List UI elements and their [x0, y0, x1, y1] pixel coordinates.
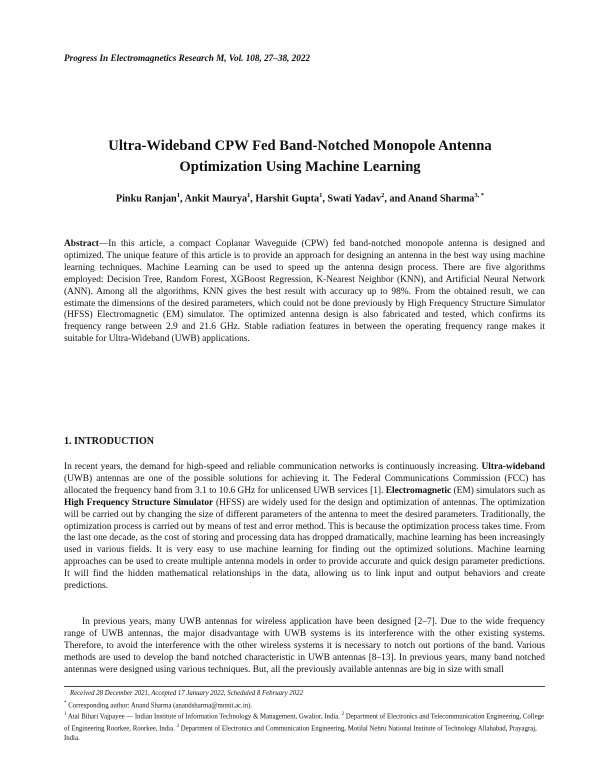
author-list: Pinku Ranjan$^1$, Ankit Maurya$^1$, Harshit Gupta$^1$, Swati Yadav$^2$, and Anand Sharma$^{3, *}$ — [115, 192, 485, 205]
body-paragraph-1 — [64, 462, 545, 593]
bold-term: High Frequency Structure Simulator — [64, 497, 214, 508]
title-line-2: Optimization Using Machine Learning — [179, 159, 421, 175]
author-name: Swati Yadav — [327, 193, 382, 205]
footnotes — [64, 689, 545, 744]
paragraph-text: (EM) simulators such as — [451, 485, 545, 496]
section-heading-introduction: 1. INTRODUCTION — [64, 436, 155, 447]
title-line-1: Ultra-Wideband CPW Fed Band-Notched Monopole Antenna — [108, 138, 492, 154]
author-affiliation: 3, * — [474, 192, 485, 199]
body-paragraph-2: In previous years, many UWB antennas for wireless application have been designed [2–7]. Due to the wide frequency range of UWB antennas, the major disadvantage with UWB systems is its interference with the other existing systems. Therefore, to avoid the interference with the other wireless systems it is necessary to notch out portions of the band. Various methods are used to develop the band notched characteristic in UWB antennas [8–13]. In previous years, many band notched antennas were designed using various techniques. But, all the previously available antennas are big in size with small — [64, 617, 545, 675]
footnote-marker: * — [64, 700, 67, 706]
footnote-marker: 2 — [341, 712, 345, 718]
abstract-label: Abstract — [64, 239, 99, 249]
footnote-text: Department of Electronics and Telecommunication Engineering, College of Engineering Roorkee, Roorkee, India. — [64, 713, 544, 733]
corresponding-author-note — [64, 699, 545, 711]
received-dates: Received 28 December 2021, Accepted 17 January 2022, Scheduled 8 February 2022 — [70, 690, 303, 697]
author-name: Pinku Ranjan — [115, 193, 177, 205]
journal-header: Progress In Electromagnetics Research M, Vol. 108, 27–38, 2022 — [64, 53, 311, 63]
paper-title — [40, 136, 560, 178]
author-affiliation: 1 — [176, 192, 180, 199]
authors-conjunction: and — [389, 193, 406, 205]
bold-term: Electromagnetic — [385, 485, 452, 496]
author-name: Harshit Gupta — [255, 193, 320, 205]
paragraph-text: (HFSS) are widely used for the design and optimization of antennas. The optimization will be carried out by changing the size of different parameters of the antenna to meet the desired parameters. Traditionally, the optimization process is carried out by means of test and error method. This is because the optimization process takes time. From the last one decade, as the cost of storing and processing data has dropped dramatically, machine learning has been increasingly used in various fields. It is very easy to use machine learning for finding out the optimized solutions. Machine learning approaches can be used to create multiple antenna models in order to provide accurate and quick design parameter predictions. It will find the hidden mathematical relationships in the data, allowing us to link input and output behaviors and create predictions. — [64, 497, 545, 592]
author-affiliation: 2 — [381, 192, 385, 199]
footnote-text: Department of Electronics and Communication Engineering, Motilal Nehru National Institute of Technology Allahabad, Prayagraj, India. — [64, 725, 537, 743]
footnote-divider — [64, 686, 545, 687]
paragraph-text: (UWB) antennas are one of the possible solutions for achieving it. The Federal Communications Commission (FCC) has allocated the frequency band from 3.1 to 10.6 GHz for unlicensed UWB services [1]. — [64, 473, 545, 496]
footnote-text: Corresponding author: Anand Sharma (anandsharma@mnnit.ac.in). — [66, 701, 253, 709]
paragraph-text: In recent years, the demand for high-speed and reliable communication networks is continuously increasing. — [64, 462, 482, 472]
author-name: Anand Sharma — [407, 193, 475, 205]
footnote-marker: 3 — [176, 724, 179, 730]
affiliations-note — [64, 710, 545, 743]
author-affiliation: 1 — [247, 192, 251, 199]
author-affiliation: 1 — [319, 192, 323, 199]
abstract-text: —In this article, a compact Coplanar Waveguide (CPW) fed band-notched monopole antenna is designed and optimized. The unique feature of this article is to provide an approach for designing an antenna in the best way using machine learning techniques. Machine Learning can be used to speed up the antenna design process. There are five algorithms employed: Decision Tree, Random Forest, XGBoost Regression, K-Nearest Neighbor (KNN), and Artificial Neural Network (ANN). Among all the algorithms, KNN gives the best result with accuracy up to 98%. From the obtained result, we can estimate the dimensions of the desired parameters, which could not be done previously by High Frequency Structure Simulator (HFSS) Electromagnetic (EM) simulator. The optimized antenna design is also fabricated and tested, which confirms its frequency range between 2.9 and 21.6 GHz. Stable radiation features in between the operating frequency range makes it suitable for Ultra-Wideband (UWB) applications. — [64, 239, 545, 345]
abstract — [64, 239, 545, 346]
author-name: Ankit Maurya — [184, 193, 248, 205]
footnote-text: Atal Bihari Vajpayee — Indian Institute of Information Technology & Management, Gwalior, India. — [66, 713, 342, 721]
bold-term: Ultra-wideband — [481, 462, 545, 472]
footnote-marker: 1 — [64, 712, 67, 718]
